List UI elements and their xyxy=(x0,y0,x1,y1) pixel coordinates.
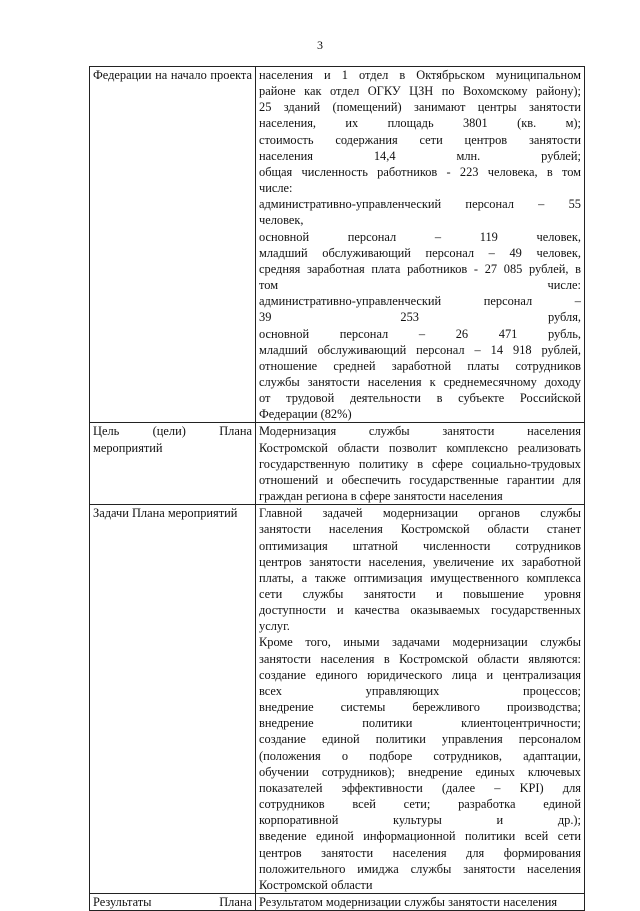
text-line: стоимость содержания сети центров занятости xyxy=(259,132,581,147)
text-line: младший обслуживающий персонал – 14 918 рублей, xyxy=(259,342,581,357)
text-line: от трудовой деятельности в субъекте Российской xyxy=(259,391,581,406)
text-line: центров занятости населения для формирования xyxy=(259,845,581,860)
text-line: (положения о подборе сотрудников, адаптации, xyxy=(259,748,581,763)
row-label: Цель (цели) Плана мероприятий xyxy=(90,423,256,505)
row-value xyxy=(256,423,585,505)
text-line: районе как отдел ОГКУ ЦЗН по Вохомскому району); xyxy=(259,84,581,99)
text-line: внедрение политики клиентоцентричности; xyxy=(259,716,581,731)
text-line: отношений и обеспечить государственные гарантии для xyxy=(259,472,581,487)
text-line: Модернизация службы занятости населения xyxy=(259,424,581,439)
text-line: населения, их площадь 3801 (кв. м); xyxy=(259,116,581,131)
text-line: населения и 1 отдел в Октябрьском муниципальном xyxy=(259,68,581,82)
text-line: создание единого юридического лица и централизация xyxy=(259,667,581,682)
table-row xyxy=(90,505,585,894)
text-line: службы занятости населения к среднемесячному доходу xyxy=(259,374,581,389)
text-line: Кроме того, иными задачами модернизации службы xyxy=(259,635,581,650)
text-line: основной персонал – 119 человек, xyxy=(259,229,581,244)
text-line: оптимизация штатной численности сотрудников xyxy=(259,538,581,553)
text-line: обучении сотрудников); внедрение единых ключевых xyxy=(259,764,581,779)
text-line: государственную политику в сфере социально-трудовых xyxy=(259,456,581,471)
text-line: основной персонал – 26 471 рубль, xyxy=(259,326,581,341)
text-line: занятости населения в Костромской области являются: xyxy=(259,651,581,666)
row-label: Результаты Плана xyxy=(90,893,256,910)
text-line: общая численность работников - 223 человека, в том xyxy=(259,164,581,179)
text-line: введение единой информационной политики всей сети xyxy=(259,829,581,844)
text-line: числе: xyxy=(259,181,293,196)
row-value xyxy=(256,893,585,910)
text-line: отношение средней заработной платы сотрудников xyxy=(259,358,581,373)
text-line: 25 зданий (помещений) занимают центры занятости xyxy=(259,100,581,115)
text-line: человек, xyxy=(259,213,304,228)
text-line: Костромской области xyxy=(259,877,373,892)
text-line: средняя заработная плата работников - 27 085 рублей, в xyxy=(259,261,581,276)
text-line: младший обслуживающий персонал – 49 человек, xyxy=(259,245,581,260)
text-line: Результатом модернизации службы занятости населения xyxy=(259,894,558,909)
text-line: доступности и качества оказываемых государственных xyxy=(259,603,581,618)
row-value xyxy=(256,67,585,423)
text-line: административно-управленческий персонал – 55 xyxy=(259,197,581,212)
text-line: Главной задачей модернизации органов службы xyxy=(259,506,581,521)
text-line: показателей эффективности (далее – KPI) для xyxy=(259,780,581,795)
text-line: 39 253 рубля, xyxy=(259,310,581,325)
text-line: платы, а также оптимизация имущественного комплекса xyxy=(259,570,581,585)
text-line: сотрудников всей сети; разработка единой xyxy=(259,797,581,812)
document-table xyxy=(89,66,585,911)
table-row xyxy=(90,67,585,423)
row-value xyxy=(256,505,585,894)
row-label: Федерации на начало проекта xyxy=(90,67,256,423)
text-line: Костромской области позволит комплексно реализовать xyxy=(259,440,581,455)
text-line: положительного имиджа службы занятости населения xyxy=(259,861,581,876)
text-line: административно-управленческий персонал – xyxy=(259,294,581,309)
table-row xyxy=(90,893,585,910)
text-line: населения 14,4 млн. рублей; xyxy=(259,148,581,163)
text-line: всех управляющих процессов; xyxy=(259,683,581,698)
row-label: Задачи Плана мероприятий xyxy=(90,505,256,894)
table-row xyxy=(90,423,585,505)
text-line: сети службы занятости и повышение уровня xyxy=(259,587,581,601)
page-number: 3 xyxy=(317,38,323,52)
text-line: Федерации (82%) xyxy=(259,407,352,422)
text-line: создание единой политики управления персоналом xyxy=(259,732,581,747)
text-line: занятости населения Костромской области станет xyxy=(259,522,581,537)
text-line: услуг. xyxy=(259,619,290,634)
text-line: внедрение системы бережливого производства; xyxy=(259,700,581,715)
text-line: центров занятости населения, увеличение их заработной xyxy=(259,554,581,569)
text-line: корпоративной культуры и др.); xyxy=(259,813,581,828)
table-body xyxy=(90,67,585,911)
text-line: граждан региона в сфере занятости населения xyxy=(259,489,503,504)
text-line: том числе: xyxy=(259,278,581,293)
